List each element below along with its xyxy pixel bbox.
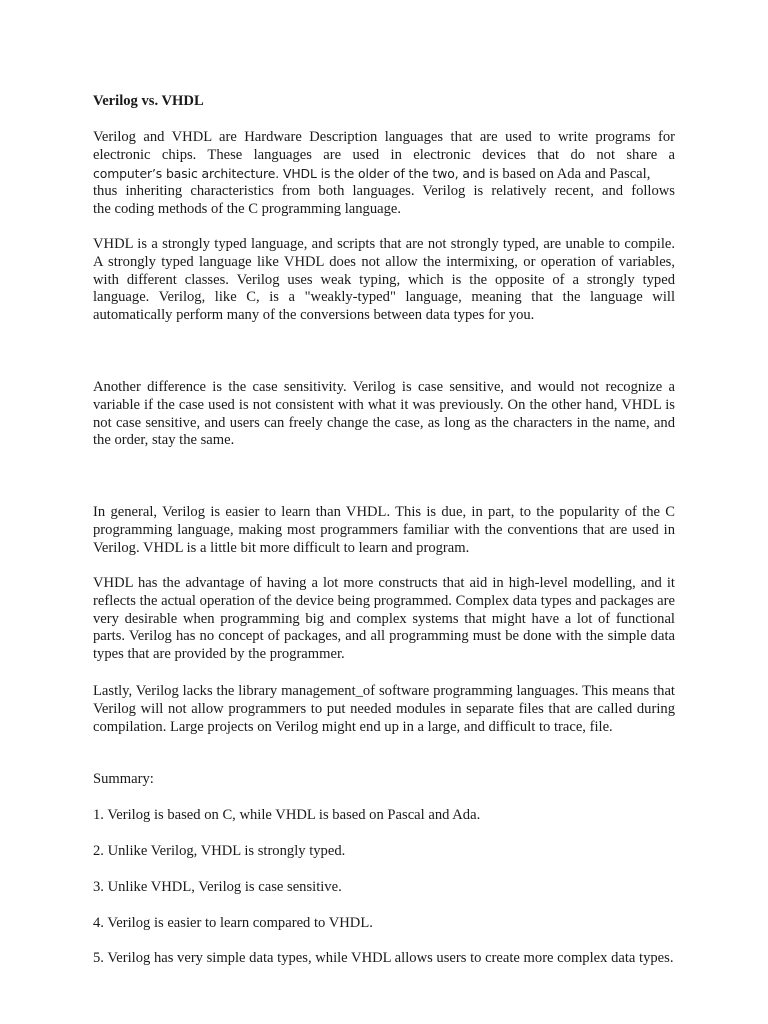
summary-item: 5. Verilog has very simple data types, while VHDL allows users to create more complex data types. bbox=[93, 950, 674, 966]
paragraph-case-sensitivity: Another difference is the case sensitivity. Verilog is case sensitive, and would not recognize a variable if the case used is not consistent with what it was previously. On the other hand, VHDL is not case sensitive, and users can freely change the case, as long as the characters in the name, and the order, stay the same. bbox=[93, 379, 675, 449]
document-title: Verilog vs. VHDL bbox=[93, 93, 204, 109]
paragraph-line-segment: computer’s basic architecture. VHDL is the older of the two, and bbox=[93, 166, 486, 181]
summary-item: 2. Unlike Verilog, VHDL is strongly typed. bbox=[93, 843, 346, 859]
paragraph-constructs: VHDL has the advantage of having a lot more constructs that aid in high-level modelling, and it reflects the actual operation of the device being programmed. Complex data types and packages are very desirable when programming big and complex systems that might have a lot of functional parts. Verilog has no concept of packages, and all programming must be done with the simple data types that are provided by the programmer. bbox=[93, 575, 675, 663]
paragraph-line: electronic chips. These languages are used in electronic devices that do not share a bbox=[93, 147, 675, 163]
paragraph-line: the coding methods of the C programming language. bbox=[93, 201, 402, 217]
paragraph-line: Verilog and VHDL are Hardware Description languages that are used to write programs for bbox=[93, 129, 675, 145]
paragraph-learning: In general, Verilog is easier to learn than VHDL. This is due, in part, to the popularity of the C programming language, making most programmers familiar with the conventions that are used in Verilog. VHDL is a little bit more difficult to learn and program. bbox=[93, 504, 675, 556]
summary-label: Summary: bbox=[93, 771, 154, 787]
summary-item: 3. Unlike VHDL, Verilog is case sensitive. bbox=[93, 879, 342, 895]
summary-item: 1. Verilog is based on C, while VHDL is based on Pascal and Ada. bbox=[93, 807, 481, 823]
paragraph-line-segment: is based on Ada and Pascal, bbox=[485, 166, 651, 182]
paragraph-library: Lastly, Verilog lacks the library management_of software programming languages. This means that Verilog will not allow programmers to put needed modules in separate files that are called during compilation. Large projects on Verilog might end up in a large, and difficult to trace, file. bbox=[93, 683, 675, 735]
paragraph-typing: VHDL is a strongly typed language, and scripts that are not strongly typed, are unable to compile. A strongly typed language like VHDL does not allow the intermixing, or operation of variables, with different classes. Verilog uses weak typing, which is the opposite of a strongly typed language. Verilog, like C, is a "weakly-typed" language, meaning that the language will automatically perform many of the conversions between data types for you. bbox=[93, 236, 675, 324]
paragraph-line-mixed bbox=[93, 165, 650, 184]
paragraph-line: thus inheriting characteristics from both languages. Verilog is relatively recent, and follows bbox=[93, 183, 675, 199]
summary-item: 4. Verilog is easier to learn compared to VHDL. bbox=[93, 915, 373, 931]
